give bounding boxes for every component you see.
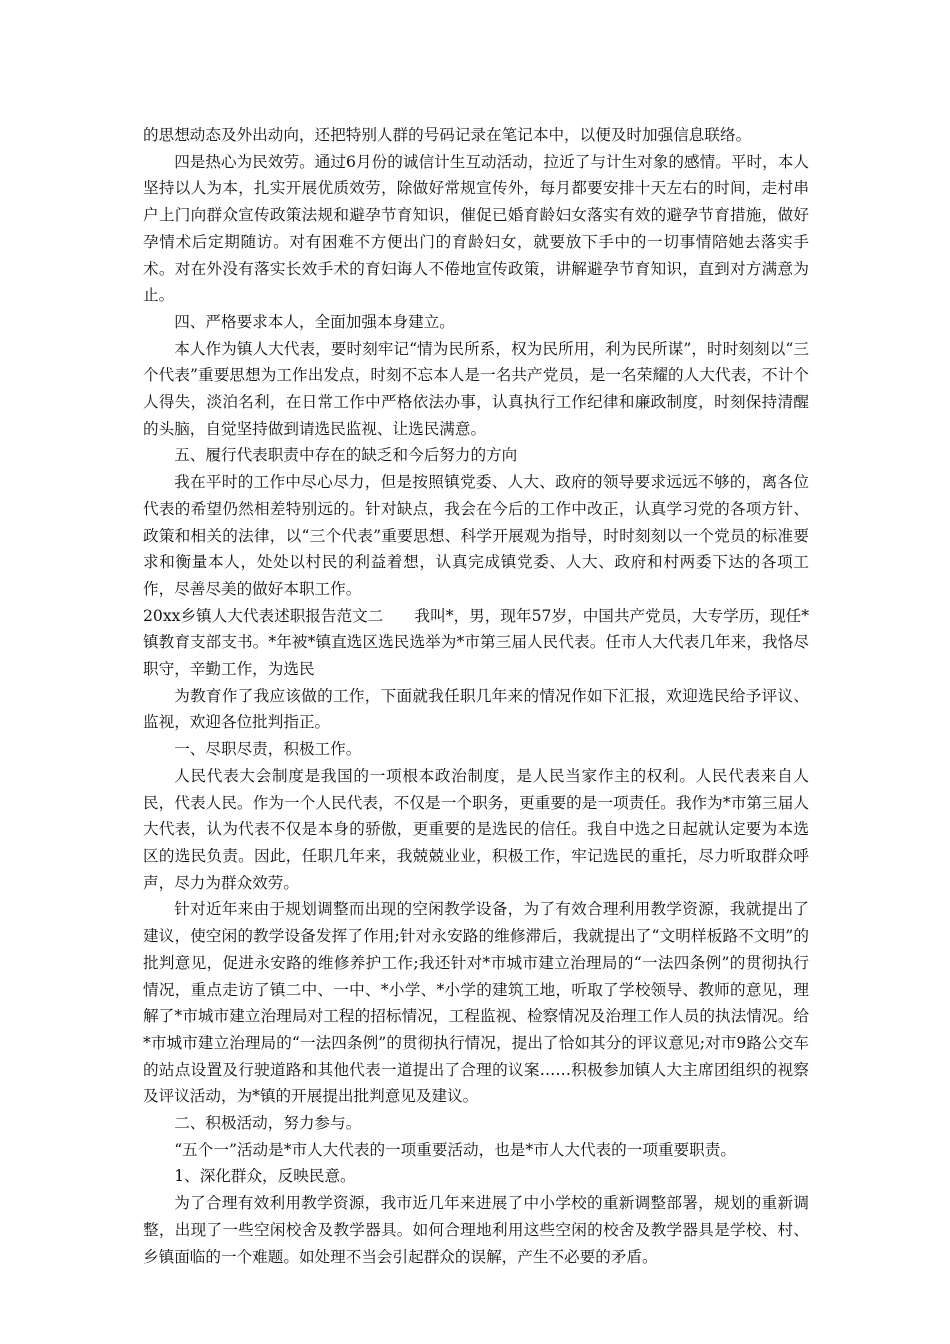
- paragraph-11: 针对近年来由于规划调整而出现的空闲教学设备，为了有效合理利用教学资源，我就提出了建议，使空闲的教学设备发挥了作用;针对永安路的维修滞后，我就提出了“文明样板路不文明”的批判意见，促进永安路的维修养护工作;我还针对*市城市建立治理局的“一法四条例”的贯彻执行情况，重点走访了镇二中、一中、*小学、*小学的建筑工地，听取了学校领导、教师的意见，理解了*市城市建立治理局对工程的招标情况，工程监视、检察情况及治理工作人员的执法情况。给*市城市建立治理局的“一法四条例”的贯彻执行情况，提出了恰如其分的评议意见;对市9路公交车的站点设置及行驶道路和其他代表一道提出了合理的议案……积极参加镇人大主席团组织的视察及评议活动，为*镇的开展提出批判意见及建议。: [143, 900, 809, 1106]
- paragraph-15: 为了合理有效利用教学资源，我市近几年来进展了中小学校的重新调整部署，规划的重新调整，出现了一些空闲校舍及教学器具。如何合理地利用这些空闲的校舍及教学器具是学校、村、乡镇面临的一个难题。如处理不当会引起群众的误解，产生不必要的矛盾。: [143, 1194, 809, 1266]
- paragraph-1: 的思想动态及外出动向，还把特别人群的号码记录在笔记本中，以便及时加强信息联络。: [143, 126, 752, 144]
- section-heading-2: 二、积极活动，努力参与。: [174, 1114, 362, 1133]
- paragraph-13: “五个一”活动是*市人大代表的一项重要活动，也是*市人大代表的一项重要职责。: [174, 1140, 736, 1159]
- paragraph-7: [143, 603, 809, 683]
- report-title-inline: 20xx乡镇人大代表述职报告范文二: [143, 606, 384, 625]
- document-body: [143, 122, 809, 1270]
- subsection-heading-1: 1、深化群众，反映民意。: [174, 1167, 356, 1186]
- paragraph-10: 人民代表大会制度是我国的一项根本政治制度，是人民当家作主的权利。人民代表来自人民，代表人民。作为一个人民代表，不仅是一个职务，更重要的是一项责任。我作为*市第三届人大代表，认为代表不仅是本身的骄傲，更重要的是选民的信任。我自中选之日起就认定要为本选区的选民负责。因此，任职几年来，我兢兢业业，积极工作，牢记选民的重托，尽力听取群众呼声，尽力为群众效劳。: [143, 766, 809, 892]
- section-heading-4: 四、严格要求本人，全面加强本身建立。: [174, 312, 455, 331]
- section-heading-5: 五、履行代表职责中存在的缺乏和今后努力的方向: [174, 446, 518, 465]
- paragraph-4: 本人作为镇人大代表，要时刻牢记“情为民所系，权为民所用，利为民所谋”，时时刻刻以“三个代表”重要思想为工作出发点，时刻不忘本人是一名共产党员，是一名荣耀的人大代表，不计个人得失，淡泊名利，在日常工作中严格依法办事，认真执行工作纪律和廉政制度，时刻保持清醒的头脑，自觉坚持做到请选民监视、让选民满意。: [143, 339, 809, 438]
- paragraph-2: 四是热心为民效劳。通过6月份的诚信计生互动活动，拉近了与计生对象的感情。平时，本人坚持以人为本，扎实开展优质效劳，除做好常规宣传外，每月都要安排十天左右的时间，走村串户上门向群众宣传政策法规和避孕节育知识，催促已婚育龄妇女落实有效的避孕节育措施，做好孕情术后定期随访。对有困难不方便出门的育龄妇女，就要放下手中的一切事情陪她去落实手术。对在外没有落实长效手术的育妇诲人不倦地宣传政策，讲解避孕节育知识，直到对方满意为止。: [143, 152, 809, 305]
- paragraph-8: 为教育作了我应该做的工作，下面就我任职几年来的情况作如下汇报，欢迎选民给予评议、监视，欢迎各位批判指正。: [143, 686, 809, 732]
- section-heading-1: 一、尽职尽责，积极工作。: [174, 740, 362, 759]
- paragraph-6: 我在平时的工作中尽心尽力，但是按照镇党委、人大、政府的领导要求远远不够的，离各位代表的希望仍然相差特别远的。针对缺点，我会在今后的工作中改正，认真学习党的各项方针、政策和相关的法律，以“三个代表”重要思想、科学开展观为指导，时时刻刻以一个党员的标准要求和衡量本人，处处以村民的利益着想，认真完成镇党委、人大、政府和村两委下达的各项工作，尽善尽美的做好本职工作。: [143, 473, 809, 598]
- paragraph-7-text: 我叫*，男，现年57岁，中国共产党员，大专学历，现任*镇教育支部支书。*年被*镇直选区选民选举为*市第三届人民代表。任市人大代表几年来，我恪尽职守，辛勤工作，为选民: [143, 606, 810, 679]
